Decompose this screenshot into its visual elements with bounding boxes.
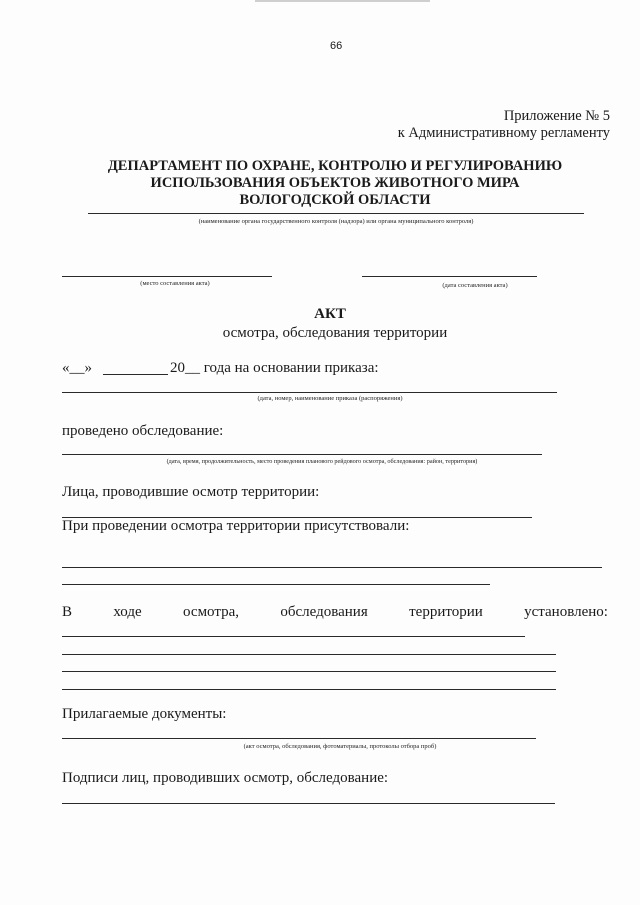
established-word: В xyxy=(62,604,73,620)
documents-line xyxy=(62,738,536,739)
documents-label: Прилагаемые документы: xyxy=(62,706,227,722)
present-line-2 xyxy=(62,584,490,585)
department-title-line-1: ДЕПАРТАМЕНТ ПО ОХРАНЕ, КОНТРОЛЮ И РЕГУЛИРОВАНИЮ xyxy=(107,158,563,174)
order-caption: (дата, номер, наименование приказа (распоряжения) xyxy=(257,395,403,402)
established-word: территории xyxy=(409,604,483,620)
date-caption: (дата составления акта) xyxy=(442,282,508,289)
place-line xyxy=(62,276,272,277)
page-number: 66 xyxy=(330,40,343,52)
department-underline xyxy=(88,213,584,214)
appendix-line-2: к Административному регламенту xyxy=(397,125,610,141)
department-title-line-2: ИСПОЛЬЗОВАНИЯ ОБЪЕКТОВ ЖИВОТНОГО МИРА xyxy=(150,175,520,191)
date-line xyxy=(362,276,537,277)
established-line-4 xyxy=(62,689,556,690)
place-caption: (место составления акта) xyxy=(140,280,210,287)
scan-edge-mark xyxy=(255,0,430,2)
act-title: АКТ xyxy=(314,306,346,322)
appendix-line-1: Приложение № 5 xyxy=(503,108,610,124)
established-word: установлено: xyxy=(524,604,608,620)
department-title-line-3: ВОЛОГОДСКОЙ ОБЛАСТИ xyxy=(239,192,431,208)
established-line-3 xyxy=(62,671,556,672)
persons-label: Лица, проводившие осмотр территории: xyxy=(62,484,320,500)
documents-caption: (акт осмотра, обследования, фотоматериалы, протоколы отбора проб) xyxy=(243,743,437,750)
signatures-line xyxy=(62,803,555,804)
established-statement xyxy=(62,604,608,621)
department-caption: (наименование органа государственного контроля (надзора) или органа муниципального контроля) xyxy=(198,218,474,225)
established-line-1 xyxy=(62,636,525,637)
inspection-line xyxy=(62,454,542,455)
established-line-2 xyxy=(62,654,556,655)
signatures-label: Подписи лиц, проводивших осмотр, обследование: xyxy=(62,770,389,786)
order-month-line xyxy=(103,374,168,375)
present-label: При проведении осмотра территории присутствовали: xyxy=(62,518,410,534)
inspection-label: проведено обследование: xyxy=(62,423,224,439)
established-word: ходе xyxy=(113,604,142,620)
order-date-prefix: «__» xyxy=(62,360,92,376)
order-line xyxy=(62,392,557,393)
present-line-1 xyxy=(62,567,602,568)
inspection-caption: (дата, время, продолжительность, место проведения планового рейдового осмотра, обследования: район, территория) xyxy=(166,458,478,465)
order-year-text: 20__ года на основании приказа: xyxy=(170,360,379,376)
established-word: осмотра, xyxy=(183,604,240,620)
established-word: обследования xyxy=(280,604,368,620)
act-subtitle: осмотра, обследования территории xyxy=(222,325,448,341)
